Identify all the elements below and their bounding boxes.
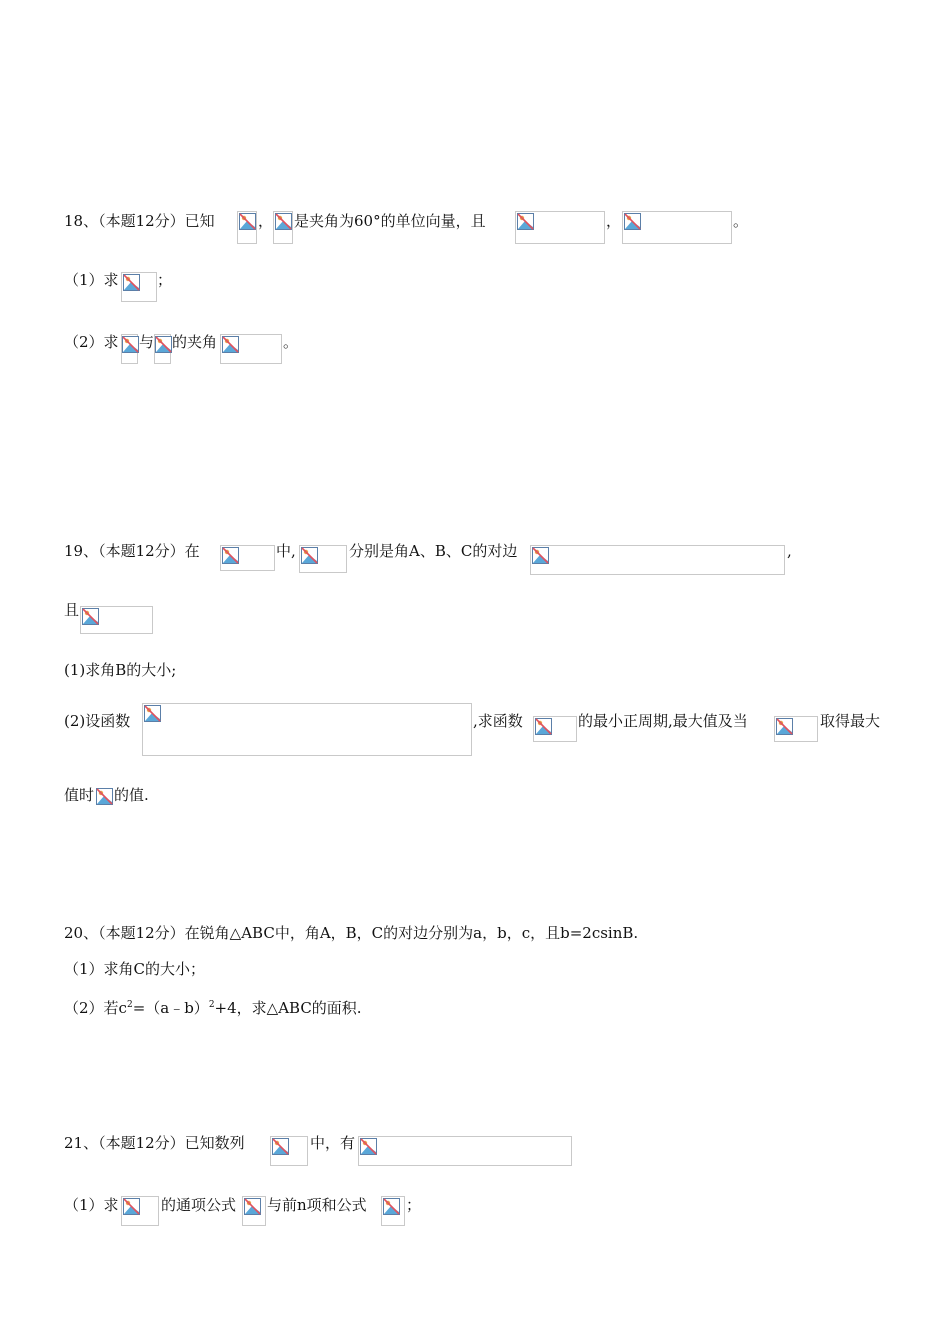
- broken-image-icon: [96, 788, 113, 805]
- broken-image-icon: [82, 608, 99, 625]
- q18-header: 18、（本题12分）已知: [64, 212, 215, 230]
- formula-image: [358, 1136, 572, 1166]
- q21-header: 21、（本题12分）已知数列: [64, 1134, 245, 1152]
- q20-part1: （1）求角C的大小；: [64, 960, 206, 978]
- formula-image: [381, 1196, 405, 1226]
- broken-image-icon: [144, 705, 161, 722]
- q18-part1-end: ；: [157, 271, 173, 289]
- q18-part2-prefix: （2）求: [64, 333, 119, 351]
- formula-image: [96, 788, 113, 805]
- broken-image-icon: [123, 1198, 140, 1215]
- q19-and: 且: [64, 601, 80, 619]
- formula-image: [299, 545, 347, 573]
- broken-image-icon: [122, 336, 139, 353]
- broken-image-icon: [222, 547, 239, 564]
- q19-end1: ,: [787, 542, 792, 560]
- broken-image-icon: [532, 547, 549, 564]
- broken-image-icon: [517, 213, 534, 230]
- broken-image-icon: [275, 213, 292, 230]
- q21-mid1: 中，有: [310, 1134, 356, 1152]
- formula-image: [220, 545, 275, 571]
- q21-part1-end: ；: [406, 1196, 422, 1214]
- q19-mid2: 分别是角A、B、C的对边: [349, 542, 518, 560]
- broken-image-icon: [222, 336, 239, 353]
- q19-part2-line2-a: 值时: [64, 786, 95, 804]
- broken-image-icon: [776, 718, 793, 735]
- q18-text1: 是夹角为60°的单位向量，且: [294, 212, 486, 230]
- q20-part2-c: +4，求△ABC的面积.: [214, 999, 362, 1017]
- q20-part2: [64, 995, 362, 1018]
- q21-part1-mid2: 与前n项和公式: [267, 1196, 367, 1214]
- formula-image: [273, 211, 293, 244]
- q20-part2-sup1: 2: [126, 1000, 133, 1010]
- q21-part1-prefix: （1）求: [64, 1196, 119, 1214]
- broken-image-icon: [155, 336, 172, 353]
- formula-image: [121, 272, 157, 302]
- q18-comma2: ，: [606, 212, 622, 230]
- formula-image: [154, 334, 171, 364]
- broken-image-icon: [123, 274, 140, 291]
- q18-part2-mid2: 的夹角: [172, 333, 218, 351]
- broken-image-icon: [383, 1198, 400, 1215]
- q18-comma1: ，: [258, 212, 274, 230]
- q19-mid1: 中,: [276, 542, 296, 560]
- q19-part2-mid3: 取得最大: [820, 712, 881, 730]
- q19-header: 19、（本题12分）在: [64, 542, 200, 560]
- formula-image: [220, 334, 282, 364]
- broken-image-icon: [624, 213, 641, 230]
- broken-image-icon: [244, 1198, 261, 1215]
- q20-part2-sup2: 2: [208, 1000, 215, 1010]
- q19-part2-mid2: 的最小正周期,最大值及当: [578, 712, 748, 730]
- formula-image: [622, 211, 732, 244]
- broken-image-icon: [239, 213, 256, 230]
- q19-part2-prefix: (2)设函数: [64, 712, 131, 730]
- q18-part1-prefix: （1）求: [64, 271, 119, 289]
- q20-line1: 20、（本题12分）在锐角△ABC中，角A，B，C的对边分别为a，b，c，且b=2csinB.: [64, 924, 639, 942]
- q19-part2-line2-b: 的值.: [114, 786, 149, 804]
- formula-image: [533, 716, 577, 742]
- broken-image-icon: [360, 1138, 377, 1155]
- q21-part1-mid1: 的通项公式: [161, 1196, 237, 1214]
- formula-image: [270, 1136, 308, 1166]
- formula-image: [242, 1196, 266, 1226]
- formula-image: [774, 716, 818, 742]
- formula-image: [80, 606, 153, 634]
- q20-part2-b: =（a﹣b）: [132, 999, 209, 1017]
- broken-image-icon: [535, 718, 552, 735]
- q18-part2-end: 。: [283, 333, 299, 351]
- q18-part2-mid1: 与: [139, 333, 155, 351]
- q18-end: 。: [733, 212, 749, 230]
- broken-image-icon: [301, 547, 318, 564]
- q19-part1: (1)求角B的大小;: [64, 661, 177, 679]
- formula-image: [121, 1196, 159, 1226]
- formula-image: [121, 334, 138, 364]
- broken-image-icon: [272, 1138, 289, 1155]
- q19-part2-mid1: ,求函数: [473, 712, 523, 730]
- formula-image: [237, 211, 257, 244]
- q20-part2-a: （2）若c: [64, 999, 127, 1017]
- formula-image: [530, 545, 785, 575]
- formula-image: [515, 211, 605, 244]
- formula-image: [142, 703, 472, 756]
